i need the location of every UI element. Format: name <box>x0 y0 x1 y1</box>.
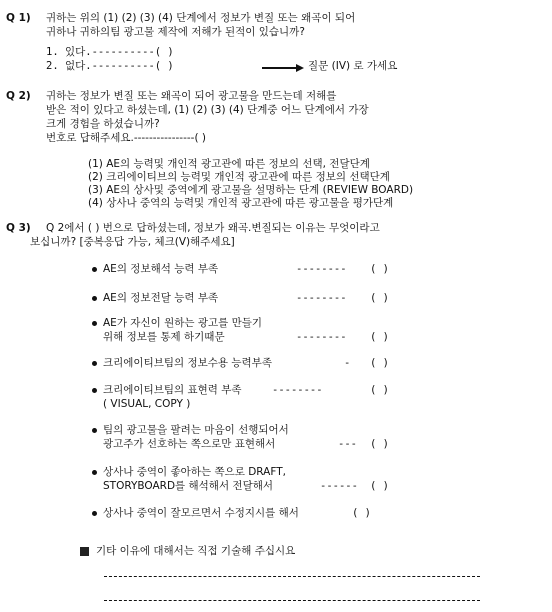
bullet-icon <box>92 321 97 326</box>
q3-text-line1: Q 2에서 ( ) 번으로 답하셨는데, 정보가 왜곡.변질되는 이유는 무엇이라고 <box>46 222 380 234</box>
q1-option-yes[interactable]: 1. 있다.----------( ) <box>46 46 174 58</box>
reason-dash: -------- <box>296 331 347 343</box>
reason-checkbox[interactable]: ( ) <box>370 480 389 492</box>
q2-stage-3: (3) AE의 상사및 중역에게 광고물을 설명하는 단계 (REVIEW BOARD) <box>88 184 414 196</box>
reason-text-line2: STORYBOARD를 해석해서 전달해서 <box>103 480 274 492</box>
bullet-icon <box>92 296 97 301</box>
bullet-icon <box>92 470 97 475</box>
reason-dash: ------ <box>320 480 358 492</box>
arrow-right-icon <box>296 64 304 72</box>
reason-checkbox[interactable]: ( ) <box>370 263 389 275</box>
reason-item[interactable]: 크리에이티브팀의 정보수용 능력부족 <box>92 357 272 370</box>
bullet-icon <box>92 361 97 366</box>
q1-number: Q 1) <box>6 12 31 24</box>
q2-stage-4: (4) 상사나 중역의 능력및 개인적 광고관에 따른 광고물을 평가단계 <box>88 197 394 209</box>
reason-dash: -------- <box>296 263 347 275</box>
q1-text-line2: 귀하나 귀하의팀 광고물 제작에 저해가 된적이 있습니까? <box>46 26 305 38</box>
reason-text-line2: 위해 정보를 통제 하기때문 <box>103 331 225 343</box>
reason-dash: --- <box>338 438 357 450</box>
reason-dash: - <box>344 357 351 369</box>
reason-checkbox[interactable]: ( ) <box>370 438 389 450</box>
answer-line[interactable] <box>104 600 480 602</box>
reason-dash: -------- <box>272 384 323 396</box>
q2-answer-line[interactable]: 번호로 답해주세요.----------------( ) <box>46 132 206 144</box>
reason-item[interactable]: 상사나 중역이 좋아하는 쪽으로 DRAFT, <box>92 466 286 479</box>
bullet-icon <box>92 388 97 393</box>
reason-item[interactable]: AE의 정보전달 능력 부족 <box>92 292 218 305</box>
q1-skip-instruction: 질문 (IV) 로 가세요 <box>308 60 398 72</box>
reason-item[interactable]: AE가 자신이 원하는 광고를 만들기 <box>92 317 262 330</box>
answer-line[interactable] <box>104 576 480 578</box>
q2-text-line2: 받은 적이 있다고 하셨는데, (1) (2) (3) (4) 단계중 어느 단계에서 가장 <box>46 104 369 116</box>
bullet-icon <box>92 267 97 272</box>
q1-text-line1: 귀하는 위의 (1) (2) (3) (4) 단계에서 정보가 변질 또는 왜곡이 되어 <box>46 12 356 24</box>
q3-number: Q 3) <box>6 222 31 234</box>
q3-text-line2: 보십니까? [중복응답 가능, 체크(V)해주세요] <box>30 236 235 248</box>
bullet-icon <box>92 511 97 516</box>
q2-stage-2: (2) 크리에이티브의 능력및 개인적 광고관에 따른 정보의 선택단계 <box>88 171 390 183</box>
reason-checkbox[interactable]: ( ) <box>370 384 389 396</box>
reason-checkbox[interactable]: ( ) <box>370 331 389 343</box>
q2-text-line3: 크게 경험을 하셨습니까? <box>46 118 160 130</box>
note-square-icon <box>80 547 89 556</box>
reason-item[interactable]: 상사나 중역이 잘모르면서 수정지시를 해서 <box>92 507 299 520</box>
reason-text-line2: ( VISUAL, COPY ) <box>103 398 191 410</box>
q1-option-no[interactable]: 2. 없다.----------( ) <box>46 60 174 72</box>
q2-text-line1: 귀하는 정보가 변질 또는 왜곡이 되어 광고물을 만드는데 저해를 <box>46 90 337 102</box>
reason-checkbox[interactable]: ( ) <box>370 292 389 304</box>
reason-dash: -------- <box>296 292 347 304</box>
reason-item[interactable]: 크리에이티브팀의 표현력 부족 <box>92 384 242 397</box>
q2-stage-1: (1) AE의 능력및 개인적 광고관에 따른 정보의 선택, 전달단계 <box>88 158 370 170</box>
reason-text-line2: 광고주가 선호하는 쪽으로만 표현해서 <box>103 438 276 450</box>
reason-item[interactable]: AE의 정보해석 능력 부족 <box>92 263 218 276</box>
reason-checkbox[interactable]: ( ) <box>352 507 371 519</box>
bullet-icon <box>92 428 97 433</box>
reason-item[interactable]: 팀의 광고물을 팔려는 마음이 선행되어서 <box>92 424 289 437</box>
q2-number: Q 2) <box>6 90 31 102</box>
other-reason-instruction: 기타 이유에 대해서는 직접 기술해 주십시요 <box>96 545 296 557</box>
arrow-line-icon <box>262 67 296 69</box>
reason-checkbox[interactable]: ( ) <box>370 357 389 369</box>
